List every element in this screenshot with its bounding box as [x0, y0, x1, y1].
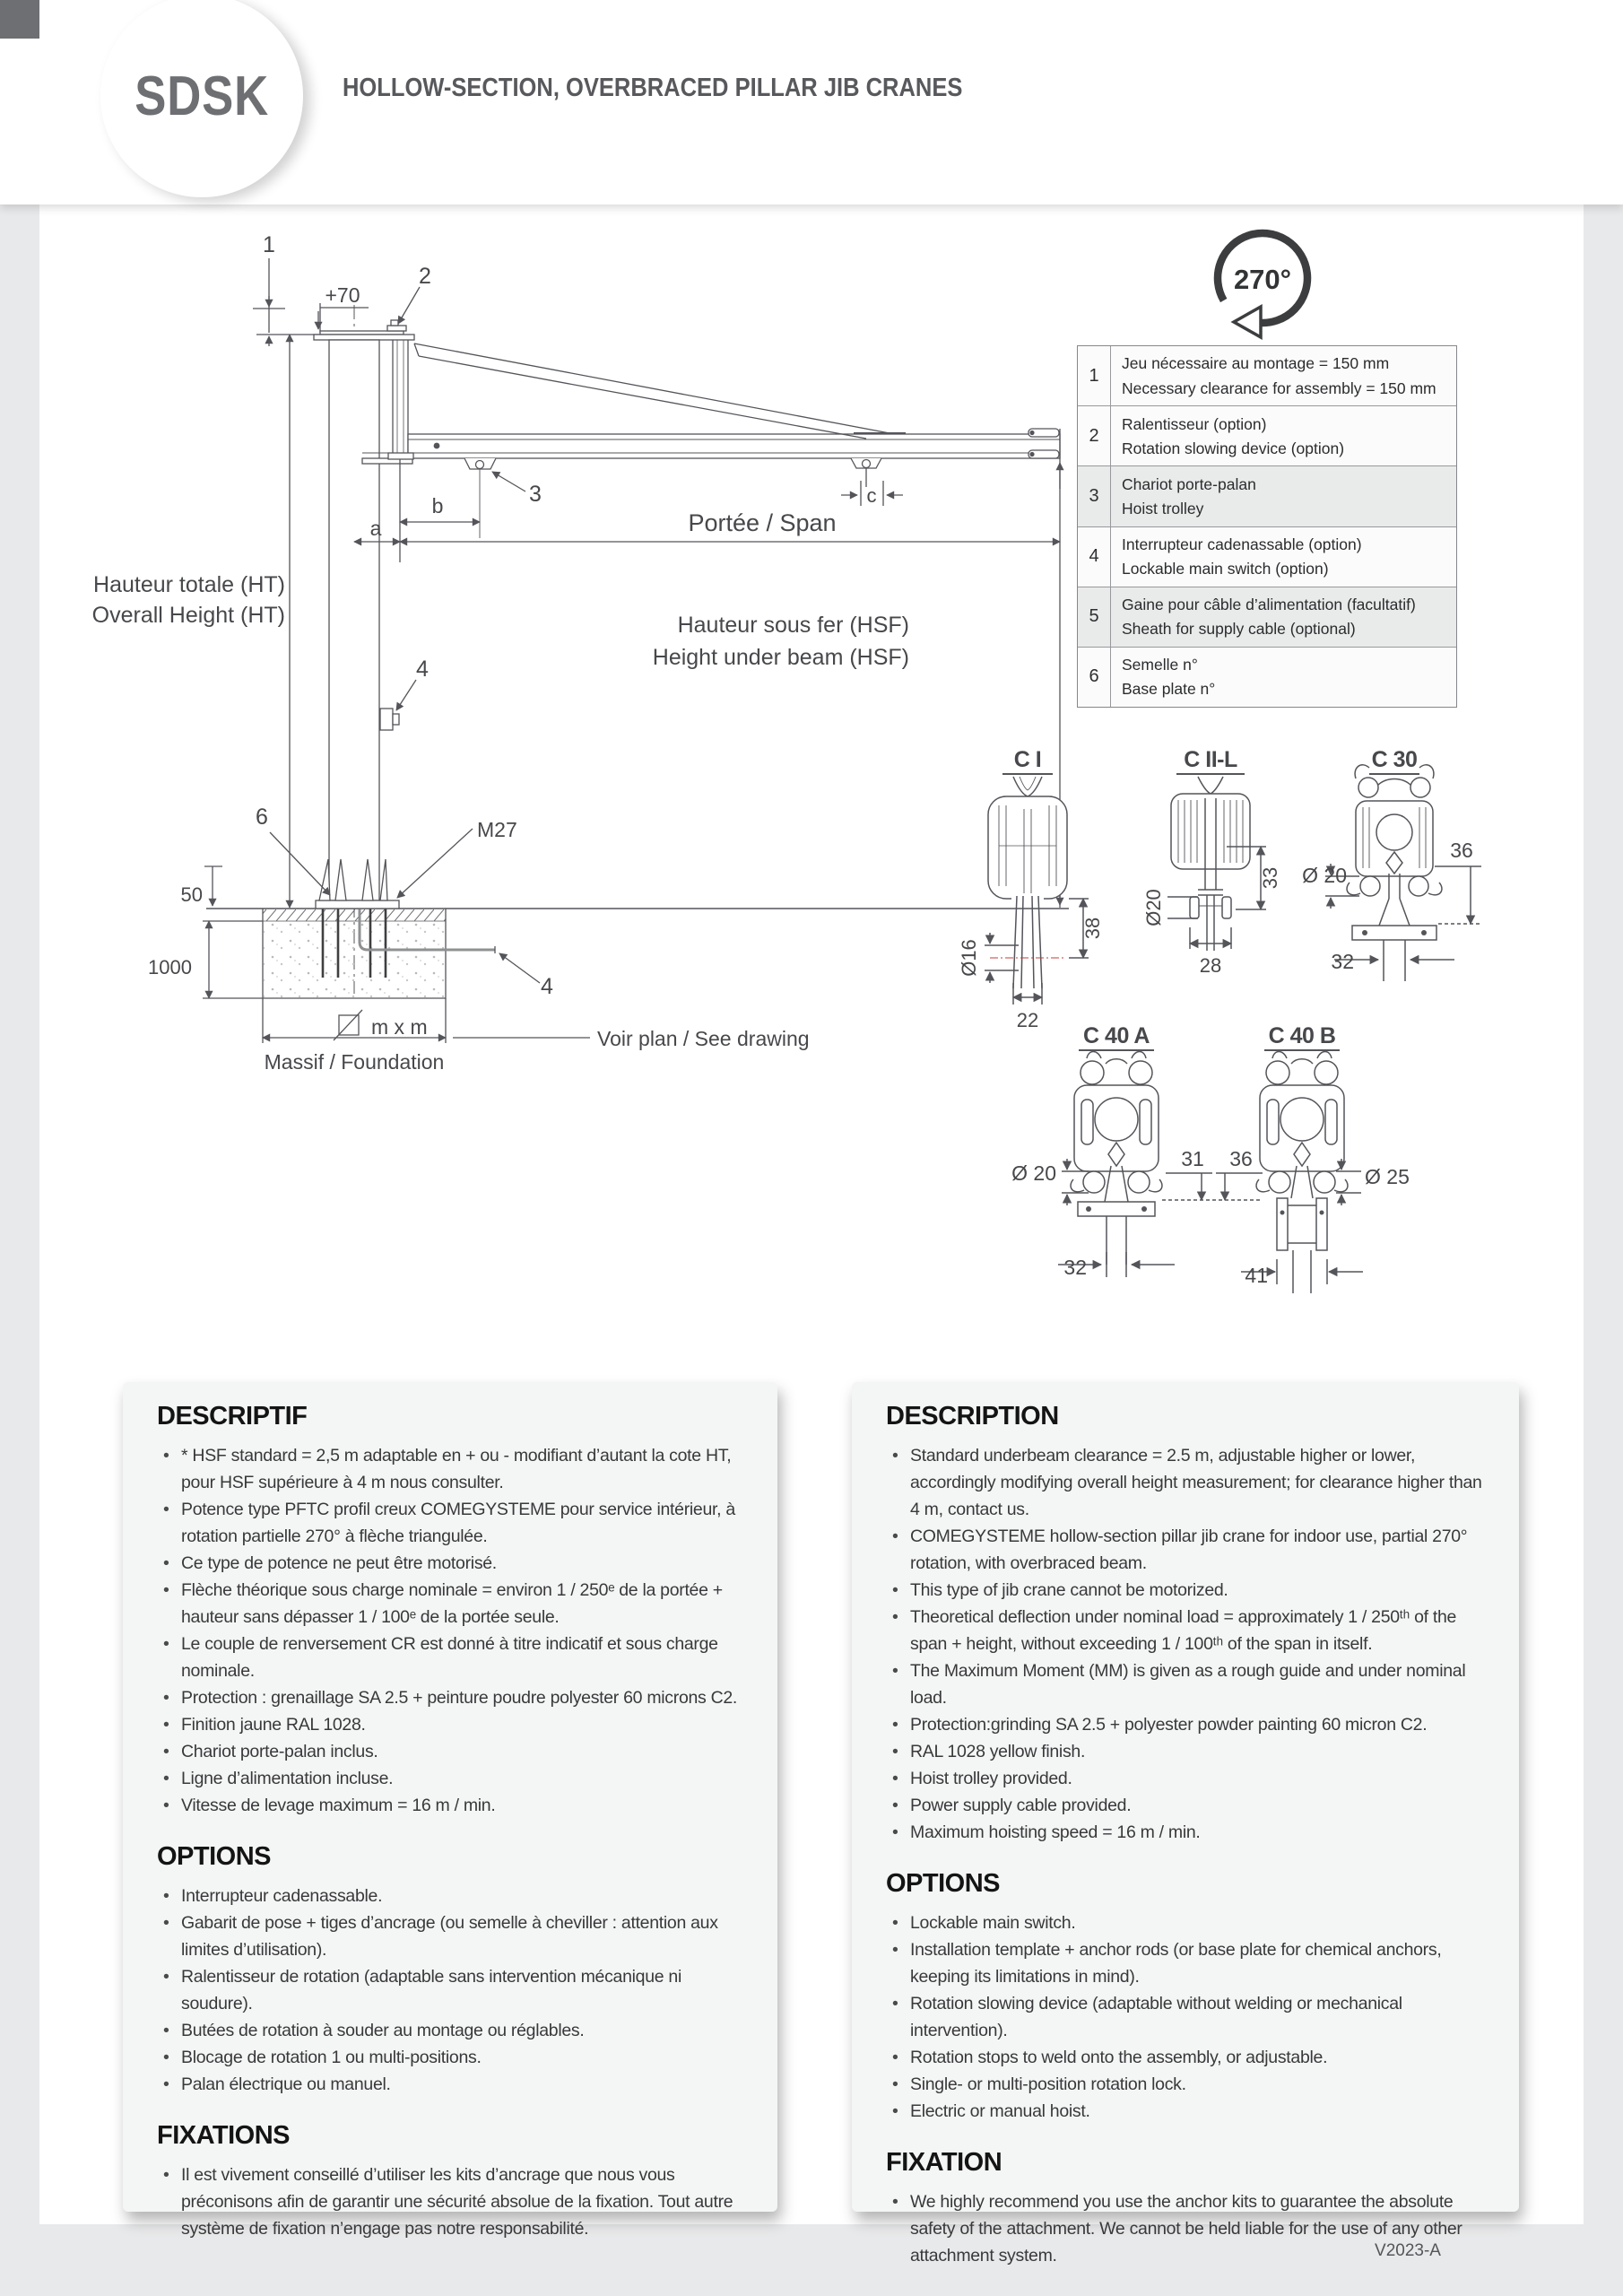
list-item: • Rotation slowing device (adaptable without welding or mechanical intervention).	[886, 1990, 1483, 2044]
hsf-label-fr: Hauteur sous fer (HSF)	[677, 613, 909, 638]
legend-fr: Gaine pour câble d’alimentation (facultatif)	[1122, 596, 1416, 614]
section-ci-title: C I	[1013, 747, 1042, 772]
legend-row-3	[1078, 465, 1456, 526]
list-item: • Ce type de potence ne peut être motorisé.	[157, 1550, 742, 1577]
dim-b: b	[431, 494, 444, 517]
section-c40b-dim-left: 36	[1229, 1147, 1253, 1170]
list-item: • The Maximum Moment (MM) is given as a rough guide and under nominal load.	[886, 1657, 1483, 1711]
callout-2: 2	[419, 264, 431, 289]
legend-en: Rotation slowing device (option)	[1122, 439, 1345, 457]
section-c-ii-l	[1167, 774, 1266, 951]
legend-fr: Semelle n°	[1122, 656, 1198, 674]
fixations-heading: FIXATIONS	[157, 2121, 291, 2150]
page-header	[0, 0, 1623, 204]
section-ci-dim-right: 38	[1081, 917, 1104, 940]
list-item: • Il est vivement conseillé d’utiliser les kits d’ancrage que nous vous préconisons afin de garantir une sécurité absolue de la fixation. Tout autre système de fixation n’engage pas notre responsabilité.	[157, 2161, 742, 2242]
legend-en: Base plate n°	[1122, 680, 1216, 699]
legend-row-5	[1078, 587, 1456, 647]
foundation-label: Massif / Foundation	[264, 1050, 445, 1074]
section-c-30	[1325, 765, 1481, 981]
legend-fr: Ralentisseur (option)	[1122, 414, 1267, 433]
options-en-list	[886, 1909, 1483, 2125]
descriptif-heading: DESCRIPTIF	[157, 1402, 308, 1431]
list-item: • Installation template + anchor rods (or base plate for chemical anchors, keeping its limitations in mind).	[886, 1936, 1483, 1990]
section-ciil-dim-left: Ø20	[1142, 889, 1165, 926]
fixation-heading: FIXATION	[886, 2148, 1002, 2177]
legend-row-number: 5	[1078, 587, 1111, 647]
section-c-i	[985, 774, 1089, 1004]
section-ciil-title: C II-L	[1184, 747, 1237, 772]
dim-1000: 1000	[148, 956, 192, 978]
legend-en: Sheath for supply cable (optional)	[1122, 620, 1356, 639]
list-item: • * HSF standard = 2,5 m adaptable en + ou - modifiant d’autant la cote HT, pour HSF supérieure à 4 m nous consulter.	[157, 1442, 742, 1496]
section-ciil-dim-bottom: 28	[1199, 954, 1222, 977]
list-item: • Electric or manual hoist.	[886, 2098, 1483, 2125]
section-c30-dim-right: 36	[1450, 839, 1473, 862]
list-item: • Hoist trolley provided.	[886, 1765, 1483, 1792]
section-c30-dim-left: Ø 20	[1302, 864, 1347, 887]
list-item: • Ralentisseur de rotation (adaptable sans intervention mécanique ni soudure).	[157, 1963, 742, 2017]
callout-4-switch: 4	[416, 657, 429, 682]
span-label: Portée / Span	[688, 509, 837, 536]
section-ci-dim-bottom: 22	[1016, 1009, 1039, 1031]
list-item: • Finition jaune RAL 1028.	[157, 1711, 742, 1738]
description-list	[886, 1442, 1483, 1846]
list-item: • This type of jib crane cannot be motorized.	[886, 1577, 1483, 1604]
legend-row-2	[1078, 405, 1456, 465]
product-code: SDSK	[135, 65, 269, 127]
list-item: • RAL 1028 yellow finish.	[886, 1738, 1483, 1765]
list-item: • Rotation stops to weld onto the assembly, or adjustable.	[886, 2044, 1483, 2071]
list-item: • Protection:grinding SA 2.5 + polyester powder painting 60 micron C2.	[886, 1711, 1483, 1738]
list-item: • Gabarit de pose + tiges d’ancrage (ou semelle à cheviller : attention aux limites d’utilisation).	[157, 1909, 742, 1963]
dim-a: a	[369, 517, 382, 540]
dim-50: 50	[180, 883, 203, 906]
list-item: • Single- or multi-position rotation lock.	[886, 2071, 1483, 2098]
list-item: • Lockable main switch.	[886, 1909, 1483, 1936]
corner-accent-square	[0, 0, 39, 39]
section-ciil-dim-right: 33	[1259, 866, 1281, 890]
legend-en: Lockable main switch (option)	[1122, 560, 1329, 578]
list-item: • Chariot porte-palan inclus.	[157, 1738, 742, 1765]
legend-fr: Chariot porte-palan	[1122, 474, 1256, 493]
rotation-270-label: 270°	[1233, 264, 1292, 295]
list-item: • We highly recommend you use the anchor kits to guarantee the absolute safety of the attachment. We cannot be held liable for the use of any other attachment system.	[886, 2188, 1483, 2269]
legend-row-number: 3	[1078, 466, 1111, 526]
version-number: V2023-A	[1375, 2241, 1441, 2260]
legend-table	[1077, 345, 1457, 708]
section-ci-dim-left: Ø16	[958, 939, 980, 977]
hsf-label-en: Height under beam (HSF)	[652, 645, 909, 670]
options-en-heading: OPTIONS	[886, 1869, 1001, 1898]
section-c-40-b	[1212, 1050, 1363, 1293]
list-item: • COMEGYSTEME hollow-section pillar jib crane for indoor use, partial 270° rotation, with overbraced beam.	[886, 1523, 1483, 1577]
section-c40a-title: C 40 A	[1083, 1023, 1150, 1048]
product-code-bubble	[100, 0, 303, 197]
list-item: • Le couple de renversement CR est donné à titre indicatif et sous charge nominale.	[157, 1631, 742, 1684]
page-title: HOLLOW-SECTION, OVERBRACED PILLAR JIB CRANES	[343, 74, 963, 102]
list-item: • Maximum hoisting speed = 16 m / min.	[886, 1819, 1483, 1846]
legend-row-number: 2	[1078, 406, 1111, 465]
legend-row-6	[1078, 647, 1456, 707]
info-box-french	[123, 1382, 777, 2239]
options-fr-list	[157, 1883, 742, 2098]
fixations-list	[157, 2161, 742, 2242]
ht-label-en: Overall Height (HT)	[91, 603, 285, 628]
list-item: • Power supply cable provided.	[886, 1792, 1483, 1819]
options-fr-heading: OPTIONS	[157, 1842, 272, 1871]
list-item: • Blocage de rotation 1 ou multi-positions.	[157, 2044, 742, 2071]
legend-fr: Jeu nécessaire au montage = 150 mm	[1122, 354, 1390, 373]
legend-row-number: 4	[1078, 527, 1111, 587]
callout-6: 6	[256, 804, 268, 830]
descriptif-list	[157, 1442, 742, 1819]
rotation-270-icon	[1218, 233, 1307, 337]
see-plan-label: Voir plan / See drawing	[597, 1027, 810, 1050]
dim-mxm: m x m	[371, 1015, 428, 1039]
legend-row-1	[1078, 346, 1456, 405]
section-c40b-dim-bottom: 41	[1245, 1264, 1268, 1287]
legend-row-number: 6	[1078, 648, 1111, 707]
section-c40b-dim-right: Ø 25	[1365, 1165, 1410, 1188]
list-item: • Vitesse de levage maximum = 16 m / min.	[157, 1792, 742, 1819]
list-item: • Protection : grenaillage SA 2.5 + peinture poudre polyester 60 microns C2.	[157, 1684, 742, 1711]
section-c40a-dim-bottom: 32	[1063, 1256, 1087, 1279]
callout-3: 3	[529, 482, 542, 507]
dim-plus70: +70	[325, 283, 360, 307]
legend-fr: Interrupteur cadenassable (option)	[1122, 535, 1362, 553]
list-item: • Butées de rotation à souder au montage ou réglables.	[157, 2017, 742, 2044]
dim-m27: M27	[477, 818, 517, 841]
callout-4-sheath: 4	[541, 974, 553, 999]
list-item: • Palan électrique ou manuel.	[157, 2071, 742, 2098]
list-item: • Interrupteur cadenassable.	[157, 1883, 742, 1909]
dim-c: c	[866, 484, 877, 507]
callout-1: 1	[263, 232, 275, 257]
section-c40a-dim-left: Ø 20	[1011, 1161, 1056, 1185]
list-item: • Flèche théorique sous charge nominale = environ 1 / 250ᵉ de la portée + hauteur sans dépasser 1 / 100ᵉ de la portée seule.	[157, 1577, 742, 1631]
ht-label-fr: Hauteur totale (HT)	[93, 572, 285, 597]
section-c40b-title: C 40 B	[1268, 1023, 1336, 1048]
section-c30-title: C 30	[1371, 747, 1418, 772]
legend-en: Hoist trolley	[1122, 499, 1204, 517]
crane-side-view	[203, 258, 1069, 1043]
legend-row-number: 1	[1078, 346, 1111, 405]
list-item: • Potence type PFTC profil creux COMEGYSTEME pour service intérieur, à rotation partielle 270° à flèche triangulée.	[157, 1496, 742, 1550]
section-c40a-dim-right: 31	[1181, 1147, 1204, 1170]
list-item: • Theoretical deflection under nominal load = approximately 1 / 250ᵗʰ of the span + height, without exceeding 1 / 100ᵗʰ of the span in itself.	[886, 1604, 1483, 1657]
list-item: • Ligne d’alimentation incluse.	[157, 1765, 742, 1792]
list-item: • Standard underbeam clearance = 2.5 m, adjustable higher or lower, accordingly modifying overall height measurement; for clearance higher than 4 m, contact us.	[886, 1442, 1483, 1523]
section-c30-dim-bottom: 32	[1331, 950, 1354, 973]
description-heading: DESCRIPTION	[886, 1402, 1059, 1431]
legend-row-4	[1078, 526, 1456, 587]
legend-en: Necessary clearance for assembly = 150 mm	[1122, 378, 1436, 397]
